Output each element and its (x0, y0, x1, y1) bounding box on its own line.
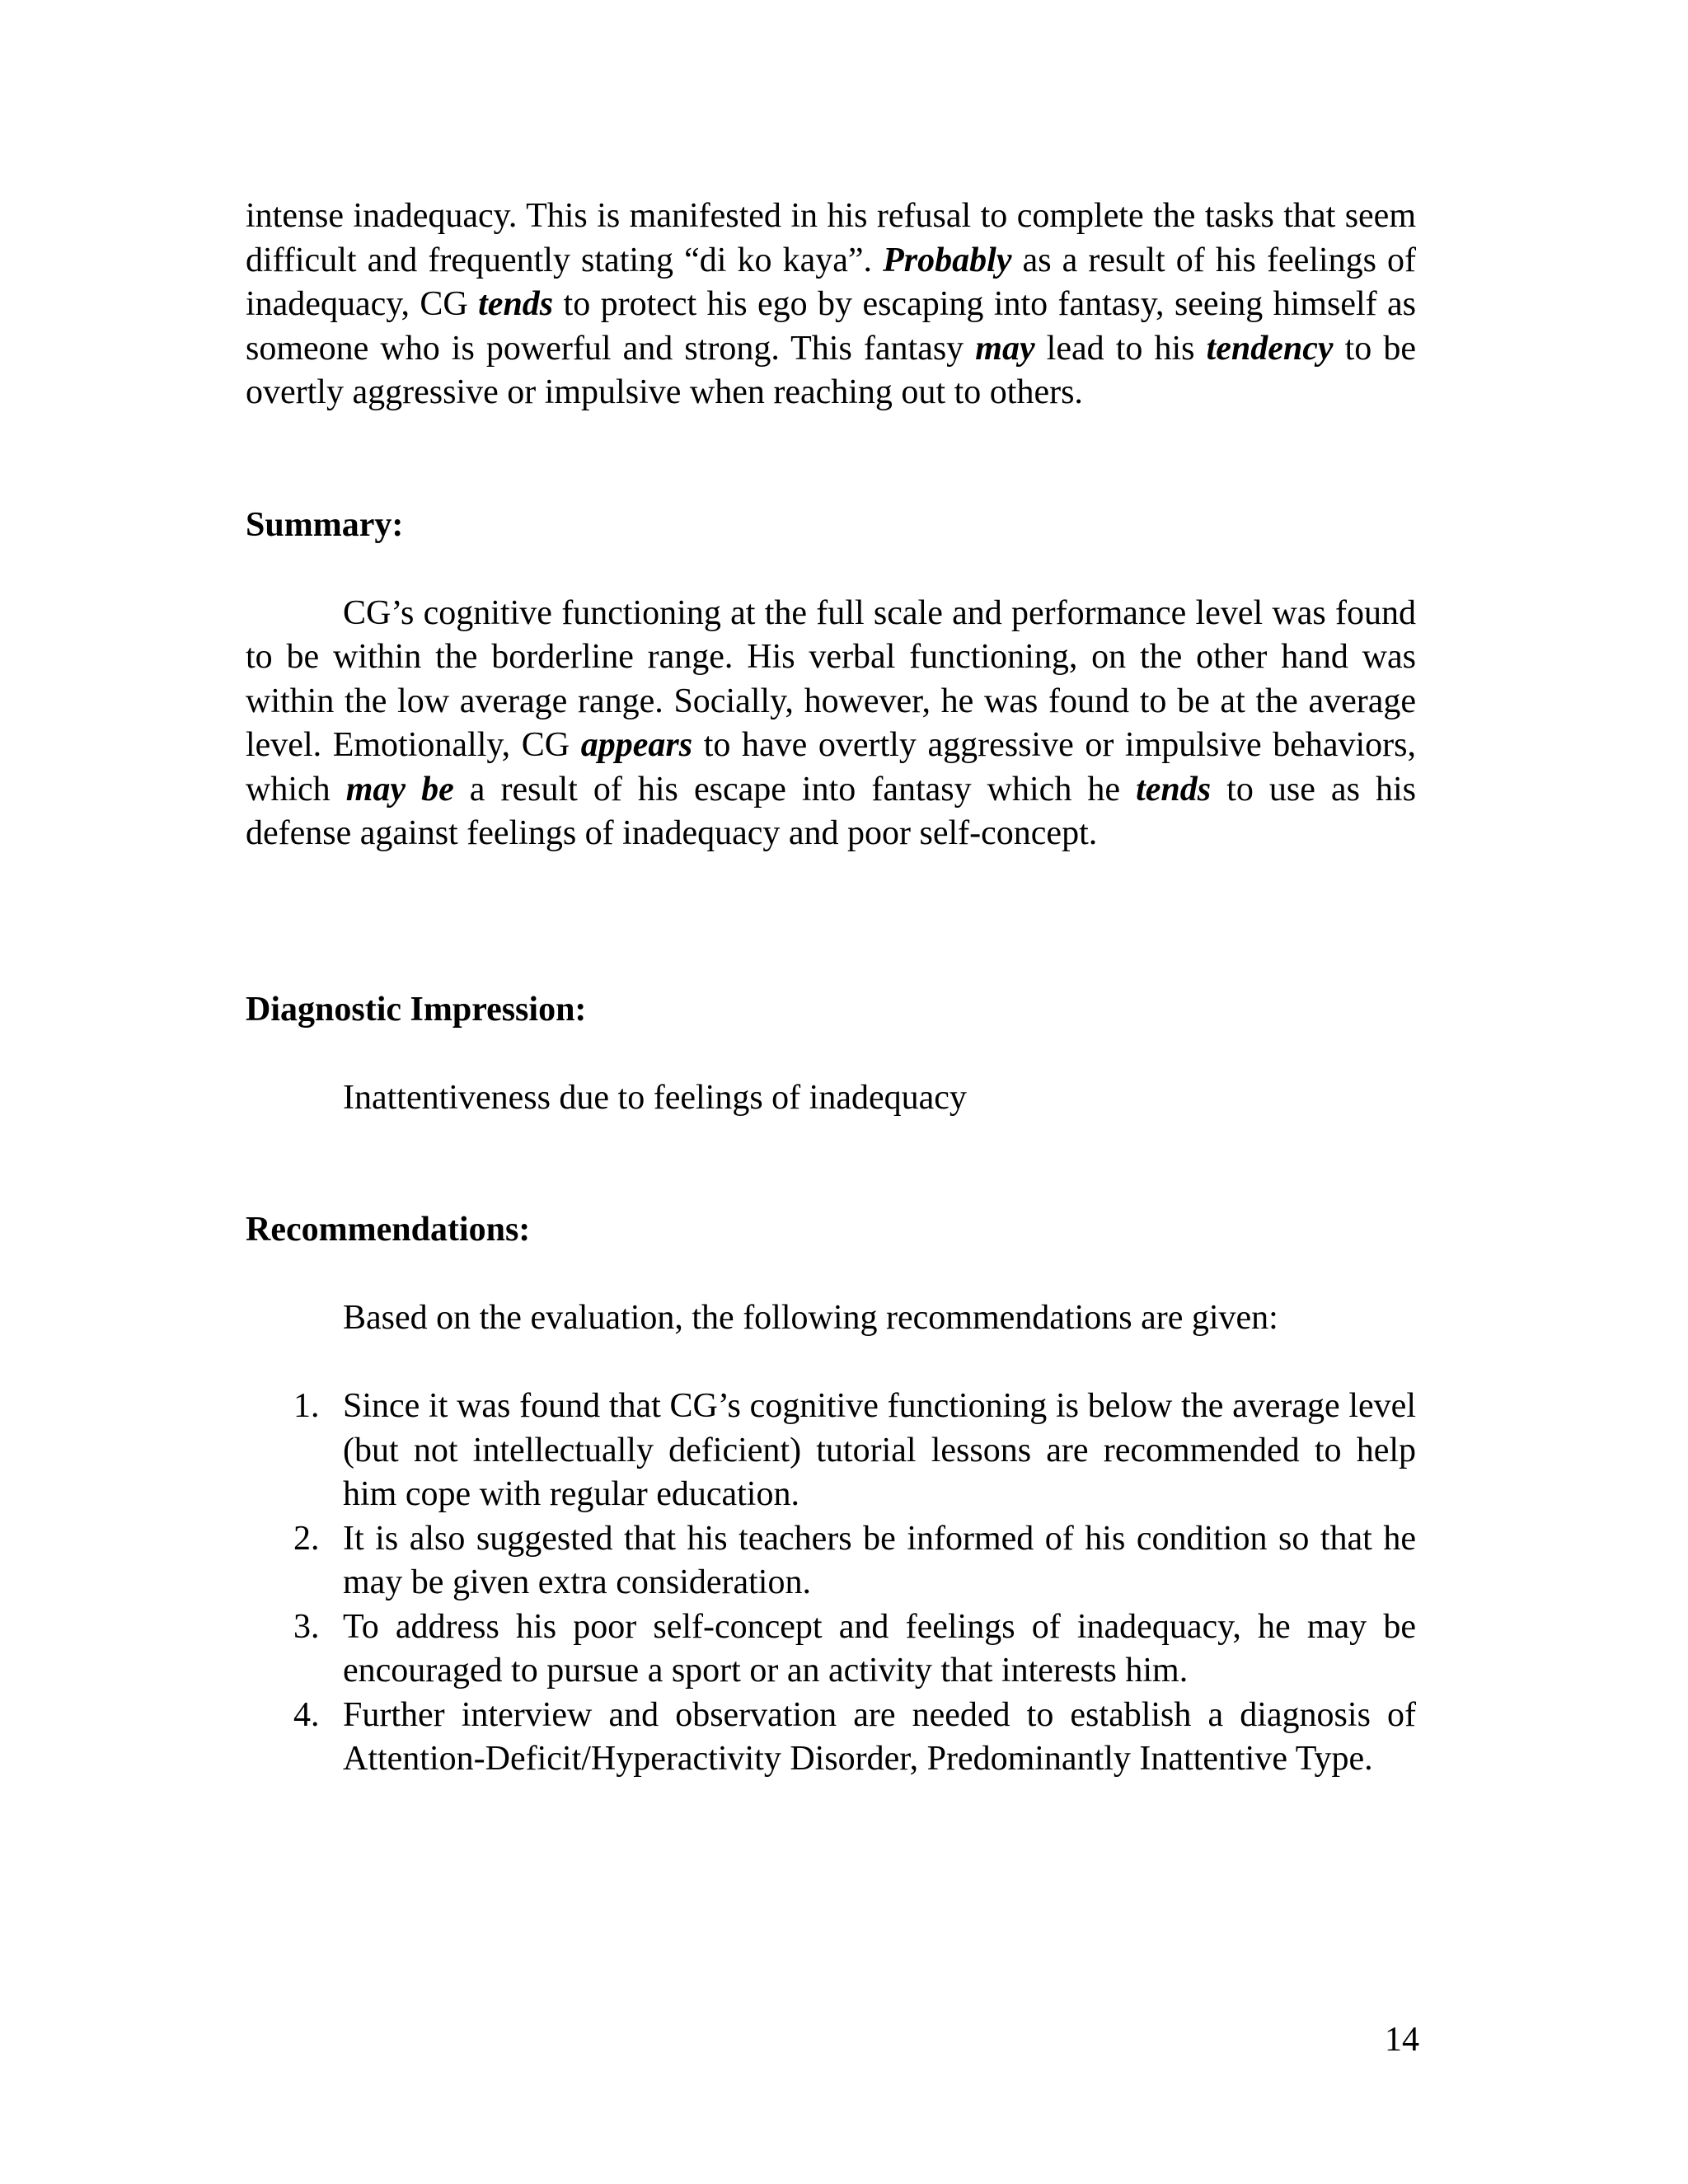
summary-text-2: to have overtly aggressive or impulsive behaviors, which (246, 726, 1416, 808)
summary-text-1: CG’s cognitive functioning at the full scale and performance level was found to be within the borderline range. His verbal functioning, on the other hand was within the low average range. Socially, however, he was found to be at the average level. Emotionally, CG (246, 593, 1416, 764)
list-item-number: 1. (293, 1387, 320, 1425)
list-item-text: To address his poor self-concept and feelings of inadequacy, he may be encouraged to pursue a sport or an activity that interests him. (343, 1607, 1416, 1690)
list-item (246, 1605, 1416, 1694)
intro-paragraph (246, 194, 1416, 415)
intro-emphasis-probably: Probably (883, 241, 1012, 279)
summary-heading: Summary: (246, 505, 404, 544)
list-item (246, 1385, 1416, 1517)
diagnostic-impression-heading: Diagnostic Impression: (246, 990, 587, 1029)
recommendations-heading: Recommendations: (246, 1211, 531, 1249)
intro-text-1: intense inadequacy. This is manifested in his refusal to complete the tasks that seem difficult and frequently stating “di ko kaya”. (246, 197, 1416, 279)
recommendations-list (246, 1385, 1416, 1782)
document-page (246, 194, 1416, 1782)
list-item (246, 1517, 1416, 1605)
intro-text-2: as a result of his feelings of inadequacy, CG (246, 241, 1416, 323)
list-item-number: 3. (293, 1607, 320, 1646)
recommendations-intro: Based on the evaluation, the following recommendations are given: (343, 1299, 1278, 1337)
diagnostic-impression-text: Inattentiveness due to feelings of inadequacy (343, 1078, 967, 1117)
intro-emphasis-tends: tends (478, 285, 554, 323)
intro-text-3: to protect his ego by escaping into fantasy, seeing himself as someone who is powerful and strong. This fantasy (246, 285, 1416, 368)
page-number: 14 (1385, 2021, 1419, 2059)
intro-emphasis-tendency: tendency (1206, 329, 1334, 368)
list-item-number: 4. (293, 1695, 320, 1734)
list-item-number: 2. (293, 1519, 320, 1558)
list-item-text: It is also suggested that his teachers be informed of his condition so that he may be given extra consideration. (343, 1519, 1416, 1601)
summary-text-3: a result of his escape into fantasy which he (453, 770, 1137, 808)
summary-emphasis-may-be: may be (345, 770, 454, 808)
intro-text-5: to be overtly aggressive or impulsive when reaching out to others. (246, 329, 1417, 411)
list-item (246, 1694, 1416, 1782)
intro-text-4: lead to his (1034, 329, 1207, 368)
summary-emphasis-appears: appears (580, 726, 693, 764)
summary-text-4: to use as his defense against feelings of inadequacy and poor self-concept. (246, 770, 1416, 852)
summary-paragraph (246, 592, 1416, 856)
summary-emphasis-tends: tends (1136, 770, 1212, 808)
intro-emphasis-may: may (975, 329, 1035, 368)
list-item-text: Further interview and observation are needed to establish a diagnosis of Attention-Deficit/Hyperactivity Disorder, Predominantly Inattentive Type. (343, 1695, 1416, 1778)
list-item-text: Since it was found that CG’s cognitive functioning is below the average level (but not intellectually deficient) tutorial lessons are recommended to help him cope with regular education. (343, 1387, 1416, 1513)
